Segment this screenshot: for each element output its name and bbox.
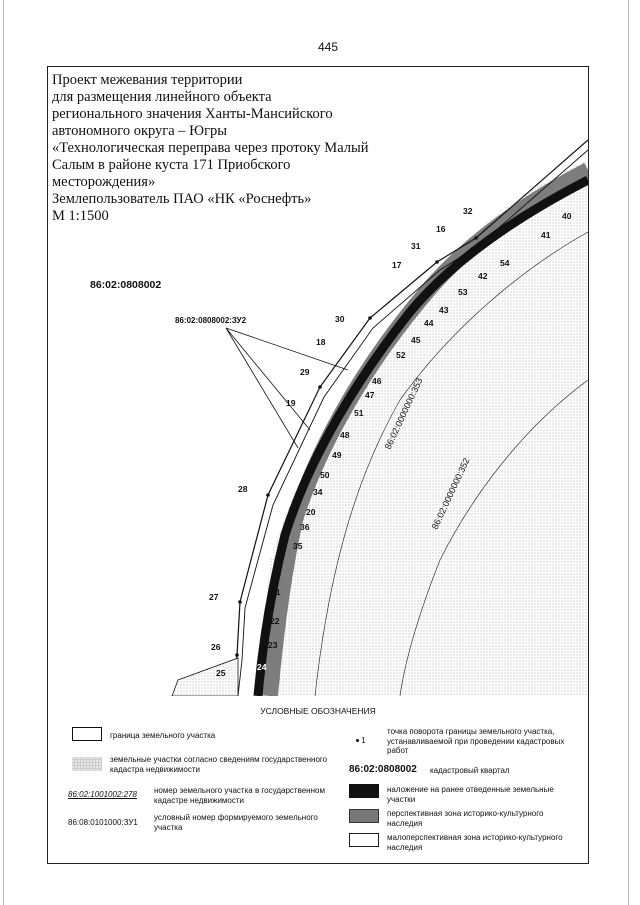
title-line: для размещения линейного объекта: [52, 89, 272, 105]
point-label: 35: [293, 541, 303, 551]
point-label: 20: [306, 507, 316, 517]
point-label: 51: [354, 408, 364, 418]
legend-conditional-number-sample: 86:08:0101000:ЗУ1: [68, 818, 138, 827]
point-label: 43: [439, 305, 449, 315]
small-parcel-25: [172, 658, 238, 696]
point-label: 40: [562, 211, 572, 221]
legend-quarter-text: кадастровый квартал: [430, 766, 510, 775]
legend-conditional-number-text: условный номер формируемого земельного участка: [154, 813, 318, 832]
point-label: 53: [458, 287, 468, 297]
point-label: 19: [286, 398, 296, 408]
point-label: 23: [268, 640, 278, 650]
point-label: 54: [500, 258, 510, 268]
legend-boundary-text: граница земельного участка: [110, 731, 216, 740]
point-label: 27: [209, 592, 219, 602]
point-label: 22: [270, 616, 280, 626]
legend-quarter-sample: 86:02:0808002: [349, 764, 417, 775]
page-number: 445: [318, 40, 339, 54]
point-label: 30: [335, 314, 345, 324]
parcel-callout-label: 86:02:0808002:ЗУ2: [175, 316, 247, 325]
legend-swatch-low-perspective-zone: [349, 833, 379, 847]
title-line: Салым в районе куста 171 Приобского: [52, 157, 291, 173]
point-label: 17: [392, 260, 402, 270]
point-label: 31: [411, 241, 421, 251]
point-label: 29: [300, 367, 310, 377]
legend-cadastre-number-sample: 86:02:1001002:278: [68, 790, 137, 799]
point-label: 50: [320, 470, 330, 480]
point-label: 48: [340, 430, 350, 440]
point-label: 44: [424, 318, 434, 328]
title-line: М 1:1500: [52, 208, 109, 224]
title-line: Землепользователь ПАО «НК «Роснефть»: [52, 191, 312, 207]
point-label: 32: [463, 206, 473, 216]
point-label: 28: [238, 484, 248, 494]
point-label: 52: [396, 350, 406, 360]
point-label: 45: [411, 335, 421, 345]
legend-turn-point-number: 1: [361, 736, 366, 745]
point-label: 24: [257, 662, 267, 672]
point-label: 16: [436, 224, 446, 234]
legend-swatch-perspective-zone: [349, 809, 379, 823]
title-line: месторождения»: [52, 174, 156, 190]
legend-cadastre-text: земельные участки согласно сведениям государственного кадастра недвижимости: [110, 755, 328, 774]
point-label: 21: [271, 587, 281, 597]
title-line: Проект межевания территории: [52, 72, 243, 88]
parcel-label-353: 86:02:0000000:353: [382, 376, 425, 451]
legend-turn-point-text: точка поворота границы земельного участка, устанавливаемой при проведении кадастровых работ: [387, 727, 565, 755]
point-label: 47: [365, 390, 375, 400]
point-label: 34: [313, 487, 323, 497]
point-label: 46: [372, 376, 382, 386]
title-line: «Технологическая переправа через протоку Малый: [52, 140, 369, 156]
legend-swatch-cadastre: [72, 757, 102, 771]
point-label: 36: [300, 522, 310, 532]
legend-overlap-text: наложение на ранее отведенные земельные участки: [387, 785, 554, 804]
point-label: 26: [211, 642, 221, 652]
legend-swatch-boundary: [72, 727, 102, 741]
legend-low-perspective-zone-text: малоперспективная зона историко-культурного наследия: [387, 833, 563, 852]
legend-cadastre-number-text: номер земельного участка в государственном кадастре недвижимости: [154, 786, 325, 805]
title-line: регионального значения Ханты-Мансийского: [52, 106, 333, 122]
cadastre-parcel-area: [258, 160, 588, 696]
point-label: 42: [478, 271, 488, 281]
point-label: 18: [316, 337, 326, 347]
point-label: 25: [216, 668, 226, 678]
title-line: автономного округа – Югры: [52, 123, 228, 139]
turn-point-dot-icon: [356, 739, 359, 742]
point-label: 49: [332, 450, 342, 460]
cadastral-quarter-label: 86:02:0808002: [90, 279, 162, 291]
legend-title: УСЛОВНЫЕ ОБОЗНАЧЕНИЯ: [260, 706, 376, 716]
legend-swatch-overlap: [349, 784, 379, 798]
point-label: 41: [541, 230, 551, 240]
legend-turn-point-sample: [356, 736, 376, 746]
legend-perspective-zone-text: перспективная зона историко-культурного наследия: [387, 809, 544, 828]
parcel-label-352: 86:02:0000000:352: [429, 456, 472, 531]
